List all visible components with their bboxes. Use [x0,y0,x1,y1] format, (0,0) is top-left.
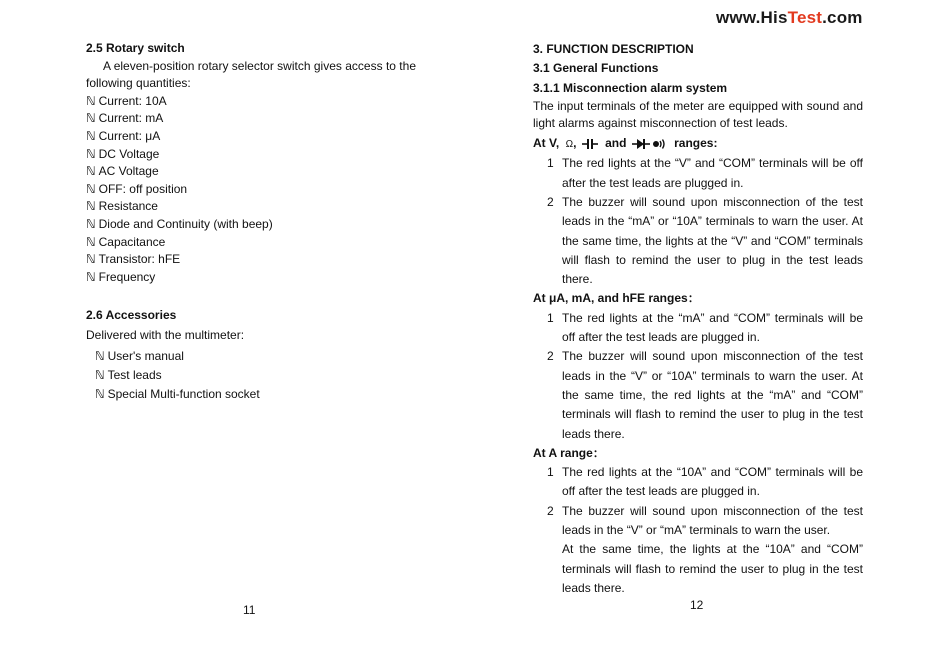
bullet-glyph: ℕ [86,216,96,231]
list-item: ℕ Frequency [86,269,156,284]
bullet-glyph: ℕ [86,128,96,143]
section-title-rotary-switch: 2.5 Rotary switch [86,41,185,55]
section-title-general-functions: 3.1 General Functions [533,61,659,76]
list-item: 2 The buzzer will sound upon misconnection of the test leads in the “V” or “mA” terminals to warn the user. [547,503,863,538]
list-item: ℕ User's manual [95,348,184,363]
list-item: ℕ Diode and Continuity (with beep) [86,216,273,231]
list-item-continuation: At the same time, the lights at the “10A” and “COM” terminals will flash to remind the user to plug in the test leads there. [562,542,863,595]
bullet-glyph: ℕ [86,234,96,249]
ohm-symbol: Ω [565,139,574,151]
bullet-glyph: ℕ [86,181,96,196]
brand-suffix: .com [822,8,863,27]
list-item: ℕ Test leads [95,367,162,382]
bullet-glyph: ℕ [95,367,105,382]
left-page [86,40,416,404]
list-item: 1 The red lights at the “10A” and “COM” terminals will be off after the test leads are plugged in. [547,465,863,499]
misconnection-intro: The input terminals of the meter are equipped with sound and light alarms against misconnection of test leads. [533,98,863,131]
continuity-buzzer-icon [652,138,666,150]
section-title-accessories: 2.6 Accessories [86,308,177,323]
accessories-intro: Delivered with the multimeter: [86,327,245,342]
brand-accent: Test [787,8,823,27]
brand-logo [716,8,863,28]
list-item: 2 The buzzer will sound upon misconnection of the test leads in the “mA” or “10A” terminals to warn the user. At the same time, the lights at the “V” and “COM” terminals will flash to remind the user to plug in the test leads there. [547,194,863,287]
right-page [533,40,863,598]
list-item: 1 The red lights at the “mA” and “COM” terminals will be off after the test leads are plugged in. [547,310,863,345]
bullet-glyph: ℕ [95,348,105,363]
list-item: ℕ Capacitance [86,234,166,249]
bullet-glyph: ℕ [95,386,105,401]
list-item: 1 The red lights at the “V” and “COM” terminals will be off after the test leads are plugged in. [547,156,863,190]
list-item: ℕ AC Voltage [86,164,159,179]
chapter-title: 3. FUNCTION DESCRIPTION [533,42,694,56]
subsection-title-misconnection: 3.1.1 Misconnection alarm system [533,80,728,95]
range-heading-v-ohm-cap-diode: At V, Ω, and ranges: [533,136,718,151]
list-item: ℕ Current: μA [86,128,161,143]
bullet-glyph: ℕ [86,146,96,161]
list-item: ℕ Transistor: hFE [86,252,181,267]
list-item: ℕ Special Multi-function socket [95,386,260,401]
list-item: ℕ OFF: off position [86,181,188,196]
range-heading-a: At A range： [533,445,605,460]
list-item: ℕ Current: 10A [86,93,167,108]
diode-icon [632,138,650,150]
bullet-glyph: ℕ [86,269,96,284]
range-heading-ua-ma-hfe: At μA, mA, and hFE ranges： [533,291,700,306]
bullet-glyph: ℕ [86,111,96,126]
list-item: 2 The buzzer will sound upon misconnection of the test leads in the “V” or “10A” terminals to warn the user. At the same time, the red lights at the “mA” and “COM” terminals will flash to remind the user to plug in the test leads there. [547,349,863,441]
list-item: ℕ DC Voltage [86,146,160,161]
bullet-glyph: ℕ [86,93,96,108]
bullet-glyph: ℕ [86,199,96,214]
list-item: ℕ Current: mA [86,111,164,126]
capacitor-icon [582,138,598,150]
page-number-left: 11 [243,603,256,617]
list-item: ℕ Resistance [86,199,158,214]
bullet-glyph: ℕ [86,252,96,267]
bullet-glyph: ℕ [86,164,96,179]
brand-prefix: www.His [716,8,788,27]
rotary-switch-intro: A eleven-position rotary selector switch gives access to the following quantities: [86,58,416,91]
page-number-right: 12 [690,598,704,612]
